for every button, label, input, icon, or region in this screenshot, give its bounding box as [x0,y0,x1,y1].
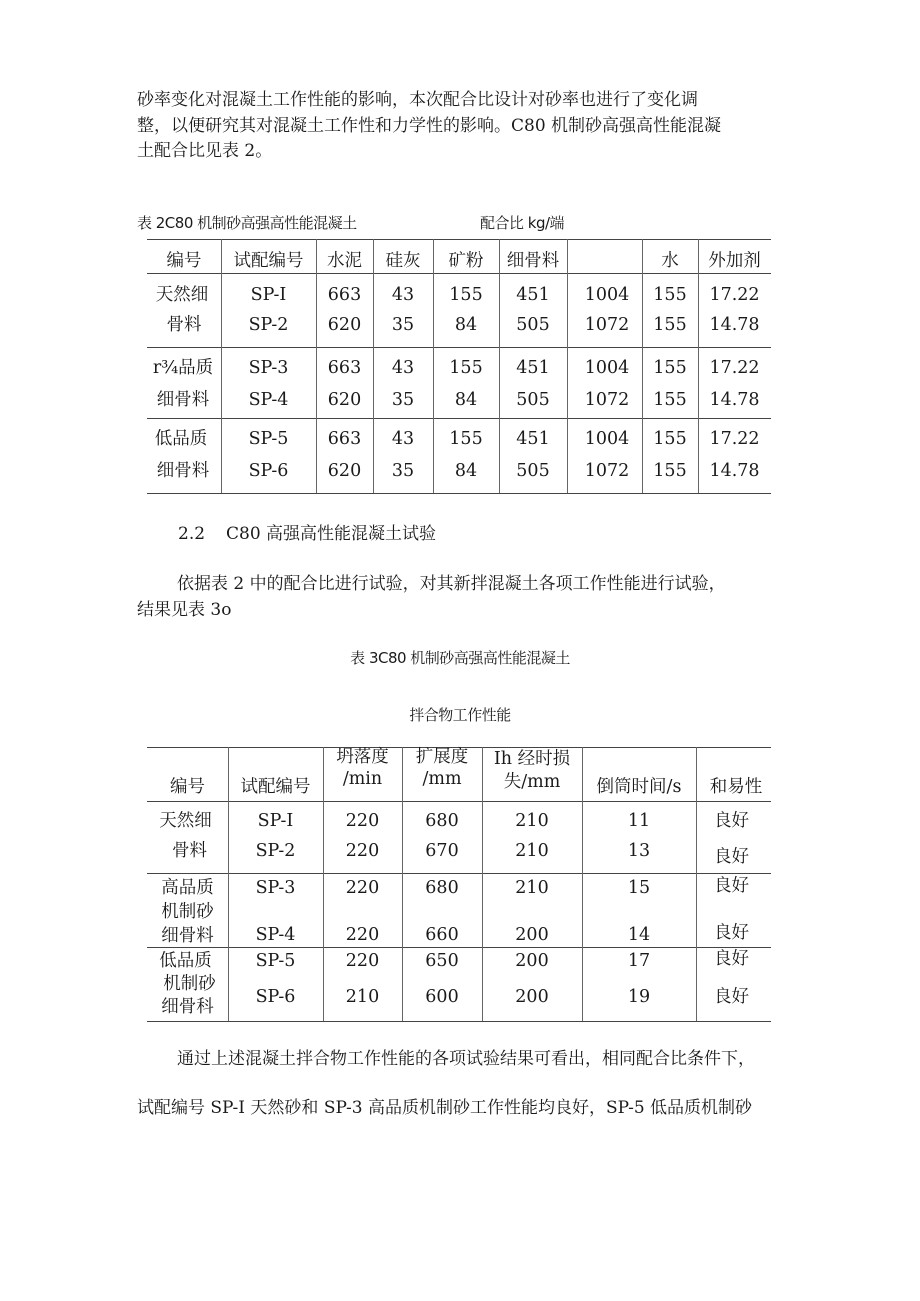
silica-fume-value: 35 [391,390,415,410]
coarse-value: 1004 [584,358,630,378]
water-value: 155 [653,358,687,378]
trial-code: SP-I [257,811,294,831]
table3-header-loss-unit: 失/mm [503,772,561,792]
admixture-value: 14.78 [709,461,760,481]
table2-group-label: 细骨料 [156,461,210,481]
table3-header-spread-unit: /mm [422,769,462,789]
table2-group-label: 细骨料 [156,390,210,410]
admixture-value: 14.78 [709,315,760,335]
para2-line-2: 结果见表 3o [137,600,232,620]
coarse-value: 1072 [584,315,630,335]
table3-header-workability: 和易性 [709,777,763,797]
loss-value: 210 [515,811,549,831]
table2-bottom-rule [147,493,771,494]
trial-code: SP-3 [248,358,289,378]
inverted-time-value: 17 [627,951,651,971]
loss-value: 210 [515,878,549,898]
section-number: 2.2 [178,524,206,544]
table2-group-label: 骨料 [166,315,202,335]
loss-value: 200 [515,987,549,1007]
slag-value: 155 [449,429,483,449]
inverted-time-value: 13 [627,841,651,861]
workability-value: 良好 [714,949,749,969]
silica-fume-value: 43 [391,429,415,449]
table3-header-inverted-time: 倒筒时间/s [596,777,682,797]
trial-code: SP-5 [255,951,296,971]
fine-aggregate-value: 451 [516,429,550,449]
table3-group-label: 机制砂 [163,974,216,994]
table3-group-label: 天然细 [159,811,212,831]
table2-header-rule [147,273,771,274]
table3-group-label: 低品质 [159,951,212,971]
table2-group-label: 低品质 [154,429,208,449]
water-value: 155 [653,315,687,335]
cement-value: 663 [327,429,362,449]
fine-aggregate-value: 505 [516,315,550,335]
trial-code: SP-5 [248,429,289,449]
inverted-time-value: 15 [627,878,651,898]
silica-fume-value: 43 [391,285,415,305]
silica-fume-value: 35 [391,315,415,335]
table3-group-label: 细骨科 [161,997,214,1017]
table3-header-slump: 坍落度 [336,747,389,767]
trial-code: SP-2 [255,841,296,861]
table3-group-label: 细骨料 [161,926,214,946]
trial-code: SP-4 [248,390,289,410]
spread-value: 650 [425,951,459,971]
inverted-time-value: 11 [627,811,651,831]
table2-header-cement: 水泥 [327,251,362,271]
admixture-value: 17.22 [709,285,760,305]
table3-group-rule [147,947,771,948]
conclusion-line-1: 通过上述混凝土拌合物工作性能的各项试验结果可看出，相同配合比条件下， [177,1049,755,1069]
slump-value: 220 [345,878,380,898]
trial-code: SP-4 [255,925,296,945]
workability-value: 良好 [714,876,749,896]
workability-value: 良好 [714,987,749,1007]
coarse-value: 1004 [584,429,630,449]
table3-header-code: 编号 [170,777,205,797]
table2-header-trial: 试配编号 [233,251,304,271]
table3-group-label: 机制砂 [161,902,214,922]
cement-value: 620 [327,461,362,481]
cement-value: 620 [327,390,362,410]
table3-group-label: 高品质 [161,878,214,898]
table3-header-loss: Ih 经时损 [493,749,571,769]
section-title: C80 高强高性能混凝土试验 [226,524,437,544]
table2-group-rule [147,347,771,348]
trial-code: SP-2 [248,315,289,335]
table3-group-label: 骨料 [172,841,207,861]
slump-value: 220 [345,841,380,861]
slag-value: 84 [454,390,478,410]
table2-caption-left: 表 2C80 机制砂高强高性能混凝土 [137,214,357,232]
table3-header-spread: 扩展度 [415,747,469,767]
intro-line-1: 砂率变化对混凝土工作性能的影响，本次配合比设计对砂率也进行了变化调 [137,90,698,110]
fine-aggregate-value: 505 [516,390,550,410]
coarse-value: 1072 [584,390,630,410]
silica-fume-value: 43 [391,358,415,378]
table2-top-rule [147,239,771,240]
water-value: 155 [653,285,687,305]
workability-value: 良好 [714,923,749,943]
fine-aggregate-value: 451 [516,358,550,378]
table2-header-code: 编号 [166,251,202,271]
slump-value: 220 [345,925,380,945]
cement-value: 620 [327,315,362,335]
table2-header-slag: 矿粉 [448,251,484,271]
table2-header-water: 水 [661,251,679,271]
table3-header-slump-unit: /min [342,769,383,789]
admixture-value: 17.22 [709,358,760,378]
water-value: 155 [653,390,687,410]
trial-code: SP-I [250,285,287,305]
table2-group-rule [147,418,771,419]
trial-code: SP-3 [255,878,296,898]
fine-aggregate-value: 451 [516,285,550,305]
table2-header-fine-aggregate: 细骨料 [506,251,560,271]
admixture-value: 17.22 [709,429,760,449]
conclusion-line-2: 试配编号 SP-I 天然砂和 SP-3 高品质机制砂工作性能均良好，SP-5 低品质机制砂 [137,1098,753,1118]
spread-value: 680 [425,811,459,831]
table3-caption-line-2: 拌合物工作性能 [409,706,511,724]
slag-value: 84 [454,315,478,335]
trial-code: SP-6 [248,461,289,481]
fine-aggregate-value: 505 [516,461,550,481]
workability-value: 良好 [714,811,749,831]
para2-line-1: 依据表 2 中的配合比进行试验，对其新拌混凝土各项工作性能进行试验， [177,574,726,594]
table2-group-label: 天然细 [155,285,209,305]
slag-value: 155 [449,358,483,378]
table3-bottom-rule [147,1021,771,1022]
slump-value: 220 [345,951,380,971]
silica-fume-value: 35 [391,461,415,481]
intro-line-3: 土配合比见表 2。 [137,141,273,161]
loss-value: 210 [515,841,549,861]
slump-value: 220 [345,811,380,831]
table2-header-silica-fume: 硅灰 [385,251,421,271]
loss-value: 200 [515,951,549,971]
slump-value: 210 [345,987,380,1007]
table2-group-label: r¾品质 [152,358,214,378]
table3-header-rule [147,801,771,802]
coarse-value: 1072 [584,461,630,481]
cement-value: 663 [327,358,362,378]
table3-group-rule [147,873,771,874]
spread-value: 600 [425,987,459,1007]
water-value: 155 [653,461,687,481]
slag-value: 155 [449,285,483,305]
intro-line-2: 整，以便研究其对混凝土工作性和力学性的影响。C80 机制砂高强高性能混凝 [137,116,722,136]
workability-value: 良好 [714,847,749,867]
admixture-value: 14.78 [709,390,760,410]
table3-header-trial: 试配编号 [240,777,311,797]
table2-caption-right: 配合比 kg/端 [480,214,565,232]
spread-value: 670 [425,841,459,861]
cement-value: 663 [327,285,362,305]
inverted-time-value: 19 [627,987,651,1007]
spread-value: 660 [425,925,459,945]
trial-code: SP-6 [255,987,296,1007]
coarse-value: 1004 [584,285,630,305]
loss-value: 200 [515,925,549,945]
table3-caption-line-1: 表 3C80 机制砂高强高性能混凝土 [350,649,570,667]
spread-value: 680 [425,878,459,898]
water-value: 155 [653,429,687,449]
inverted-time-value: 14 [627,925,651,945]
table2-header-admixture: 外加剂 [708,251,761,271]
slag-value: 84 [454,461,478,481]
